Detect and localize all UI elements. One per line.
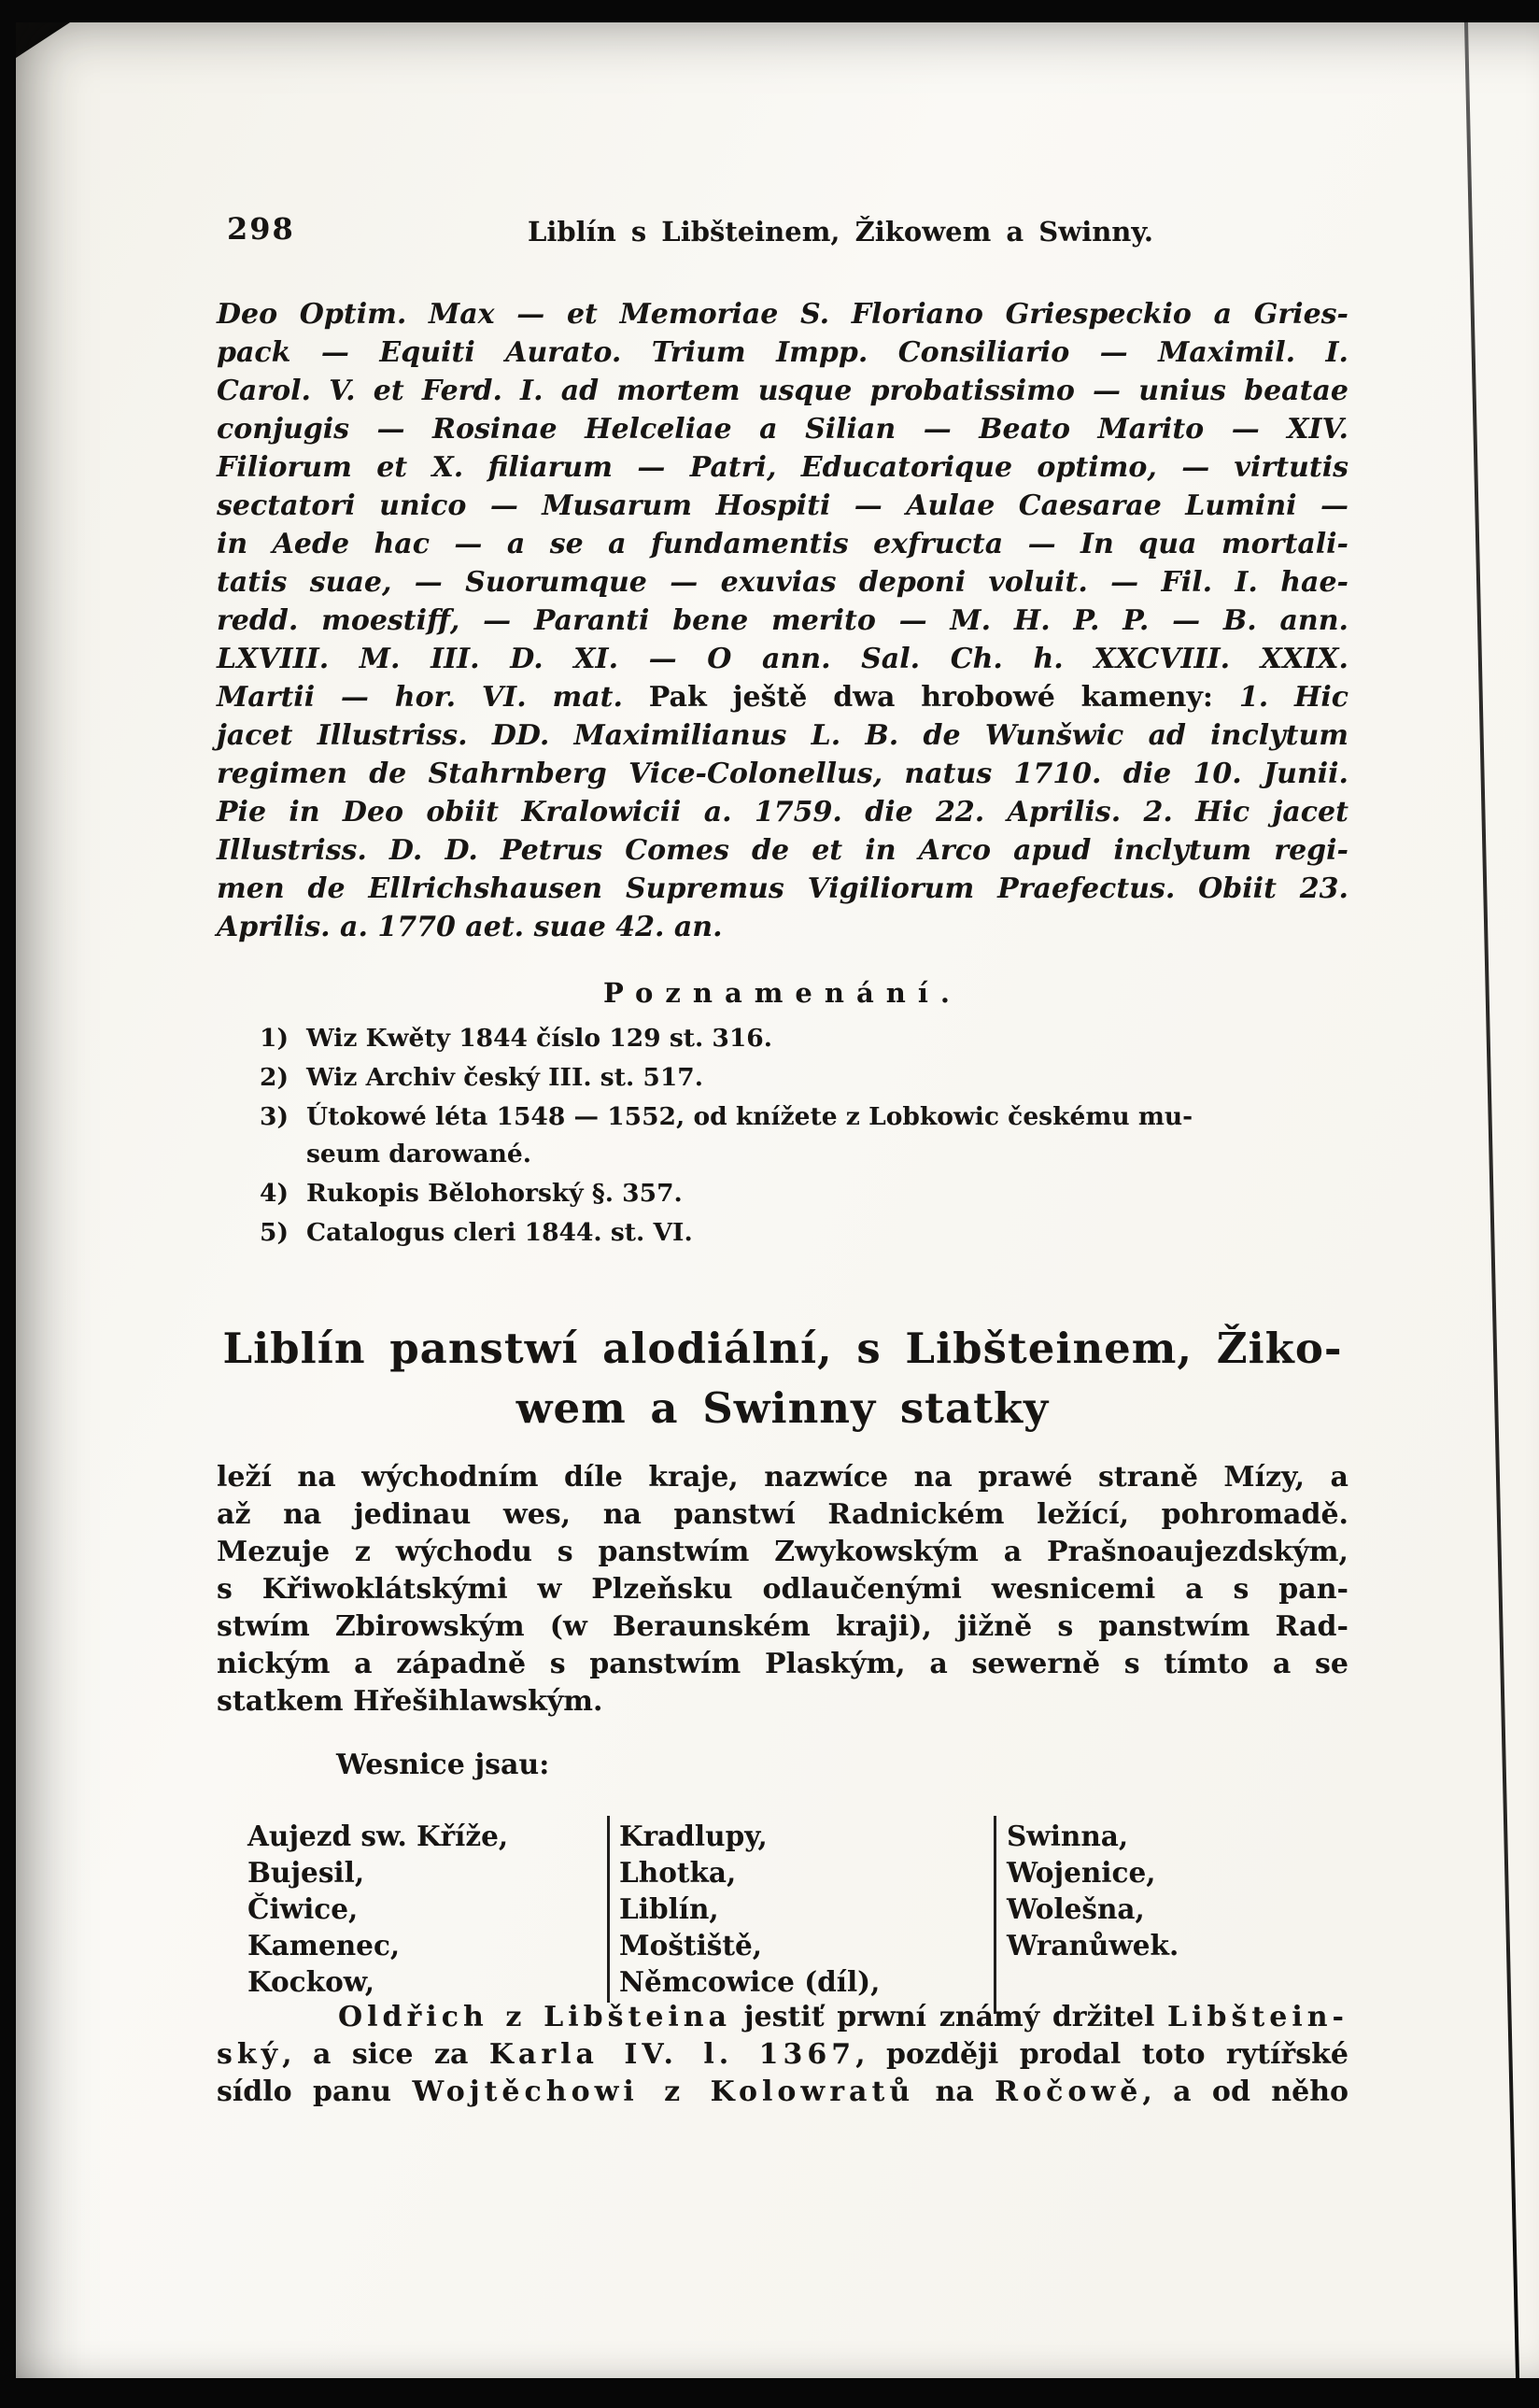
text-line (217, 372, 1348, 410)
list-item: Aujezd sw. Kříže, (247, 1820, 509, 1852)
text-line: Rukopis Bělohorský §. 357. (306, 1179, 683, 1208)
text-segment: Ročowě (995, 2075, 1143, 2108)
section-heading (217, 1319, 1348, 1438)
text-line (217, 908, 1348, 946)
text-segment: na (914, 2075, 995, 2108)
text-line (217, 831, 1348, 870)
text-line (217, 448, 1348, 487)
text-segment: redd. moestiff, — Paranti bene merito — M. H. P. P. — B. ann. (217, 604, 1348, 637)
text-line (217, 1571, 1348, 1608)
text-segment: conjugis — Rosinae Helceliae a Silian — Beato Marito — XIV. (217, 413, 1348, 446)
scan-corner-shadow (16, 22, 70, 58)
note-number: 2) (260, 1063, 289, 1092)
list-item: Wolešna, (1007, 1892, 1145, 1925)
page-number: 298 (227, 211, 295, 247)
text-segment: in Aede hac — a se a fundamentis exfructa — In qua mortali- (217, 528, 1348, 560)
list-item: Moštiště, (619, 1929, 763, 1962)
text-segment: tatis suae, — Suorumque — exuvias deponi voluit. — Fil. I. hae- (217, 566, 1348, 599)
note-item (260, 1059, 1352, 1097)
notes-heading: Poznamenání. (603, 977, 962, 1009)
list-item: Čiwice, (247, 1892, 359, 1925)
text-line: Wiz Archiv český III. st. 517. (306, 1063, 703, 1092)
text-segment: , později prodal toto rytířské (855, 2038, 1348, 2071)
note-item (260, 1175, 1352, 1212)
column-divider-2 (994, 1816, 996, 2014)
text-segment: Karla IV. l. 1367 (488, 2038, 856, 2071)
text-line (217, 793, 1348, 831)
note-number: 4) (260, 1179, 289, 1208)
note-number: 3) (260, 1102, 289, 1131)
text-segment: Pak ještě dwa hrobowé kameny: (648, 681, 1239, 714)
text-segment: až na jedinau wes, na panstwí Radnickém ležící, pohromadě. (217, 1498, 1348, 1531)
text-line (217, 1646, 1348, 1683)
village-column-2 (619, 1818, 974, 2000)
text-line: Wiz Kwěty 1844 číslo 129 st. 316. (306, 1024, 772, 1053)
text-line (217, 1379, 1348, 1438)
text-line (217, 1608, 1348, 1646)
scan-border-left (0, 0, 16, 2408)
text-line (217, 2036, 1348, 2074)
text-line: seum darowané. (306, 1140, 531, 1169)
list-item: Němcowice (díl), (619, 1965, 881, 1998)
text-segment: 1. Hic (1238, 681, 1348, 714)
text-line (217, 1683, 1348, 1721)
text-segment: jestiť prwní známý držitel (731, 2001, 1168, 2033)
text-line (217, 678, 1348, 716)
note-text (306, 1175, 1352, 1212)
text-line (217, 410, 1348, 448)
note-text (306, 1214, 1352, 1252)
text-line (217, 1534, 1348, 1571)
text-line (217, 525, 1348, 563)
running-title: Liblín s Libšteinem, Žikowem a Swinny. (527, 216, 1154, 248)
note-text (306, 1059, 1352, 1097)
text-line (217, 640, 1348, 678)
text-line (217, 1319, 1348, 1379)
text-segment: Aprilis. a. 1770 aet. suae 42. an. (217, 911, 723, 943)
text-segment: leží na wýchodním díle kraje, nazwíce na prawé straně Mízy, a (217, 1461, 1348, 1494)
list-item: Lhotka, (619, 1856, 737, 1889)
list-item: Wranůwek. (1007, 1929, 1179, 1962)
text-line: Útokowé léta 1548 — 1552, od knížete z Lobkowic českému mu- (306, 1102, 1193, 1131)
village-column-1 (247, 1818, 593, 2000)
text-line (217, 755, 1348, 793)
text-segment: , a sice za (282, 2038, 489, 2071)
text-segment: regimen de Stahrnberg Vice-Colonellus, natus 1710. die 10. Junii. (217, 758, 1348, 790)
list-item: Liblín, (619, 1892, 719, 1925)
text-segment: Deo Optim. Max — et Memoriae S. Floriano Griespeckio a Gries- (217, 298, 1348, 331)
text-segment: nickým a západně s panstwím Plaským, a sewerně s tímto a se (217, 1648, 1348, 1680)
text-segment: sídlo panu (217, 2075, 413, 2108)
text-line (217, 870, 1348, 908)
text-segment: wem a Swinny statky (515, 1383, 1050, 1433)
text-segment: ský (217, 2038, 283, 2071)
village-column-3 (1007, 1818, 1315, 1963)
list-item: Kamenec, (247, 1929, 401, 1962)
text-segment: Pie in Deo obiit Kralowicii a. 1759. die 22. Aprilis. 2. Hic jacet (217, 796, 1348, 829)
text-line (217, 295, 1348, 333)
text-segment: Martii — hor. VI. mat. (217, 681, 649, 714)
column-divider-1 (607, 1816, 610, 2003)
list-item: Kradlupy, (619, 1820, 768, 1852)
text-line (217, 2074, 1348, 2111)
closing-paragraph (217, 1999, 1348, 2111)
text-line (217, 602, 1348, 640)
text-line (217, 563, 1348, 602)
text-segment: Filiorum et X. filiarum — Patri, Educatorique optimo, — virtutis (217, 451, 1348, 484)
notes-list (260, 1020, 1352, 1254)
note-text (306, 1020, 1352, 1057)
text-segment: Wojtěchowi z Kolowratů (412, 2075, 915, 2108)
text-segment: , a od něho (1142, 2075, 1349, 2108)
note-number: 1) (260, 1024, 289, 1053)
note-item (260, 1098, 1352, 1173)
list-item: Swinna, (1007, 1820, 1129, 1852)
latin-epitaph-paragraph (217, 295, 1348, 946)
scan-border-bottom (0, 2378, 1539, 2408)
note-text (306, 1098, 1352, 1173)
text-line (217, 1459, 1348, 1496)
text-segment: Oldřich z Libšteina (338, 2001, 732, 2033)
list-item: Bujesil, (247, 1856, 365, 1889)
text-segment: Liblín panstwí alodiální, s Libšteinem, Žiko- (222, 1324, 1343, 1373)
page-crease-line (1464, 22, 1519, 2381)
text-line: Catalogus cleri 1844. st. VI. (306, 1218, 693, 1247)
text-segment: stwím Zbirowským (w Beraunském kraji), jižně s panstwím Rad- (217, 1610, 1348, 1643)
note-item (260, 1214, 1352, 1252)
list-item: Wojenice, (1007, 1856, 1156, 1889)
text-line (217, 333, 1348, 372)
scan-border-top (0, 0, 1539, 22)
villages-label: Wesnice jsau: (336, 1749, 550, 1781)
text-line (217, 716, 1348, 755)
text-line (217, 487, 1348, 525)
section-body-paragraph (217, 1459, 1348, 1721)
text-segment: men de Ellrichshausen Supremus Vigiliorum Praefectus. Obiit 23. (217, 872, 1348, 905)
text-line (217, 1496, 1348, 1534)
text-segment: Carol. V. et Ferd. I. ad mortem usque probatissimo — unius beatae (217, 375, 1348, 407)
text-segment: statkem Hřešihlawským. (217, 1685, 603, 1718)
text-segment: jacet Illustriss. DD. Maximilianus L. B. de Wunšwic ad inclytum (217, 719, 1348, 752)
text-line (217, 1999, 1348, 2036)
note-number: 5) (260, 1218, 289, 1247)
text-segment: pack — Equiti Aurato. Trium Impp. Consiliario — Maximil. I. (217, 336, 1348, 369)
note-item (260, 1020, 1352, 1057)
text-segment: s Křiwoklátskými w Plzeňsku odlaučenými wesnicemi a s pan- (217, 1573, 1348, 1606)
text-segment: LXVIII. M. III. D. XI. — O ann. Sal. Ch. h. XXCVIII. XXIX. (217, 643, 1348, 675)
text-segment: Illustriss. D. D. Petrus Comes de et in Arco apud inclytum regi- (217, 834, 1348, 867)
text-segment: Libštein- (1167, 2001, 1348, 2033)
list-item: Kockow, (247, 1965, 375, 1998)
text-segment: Mezuje z wýchodu s panstwím Zwykowským a Prašnoaujezdským, (217, 1536, 1348, 1568)
text-segment: sectatori unico — Musarum Hospiti — Aulae Caesarae Lumini — (217, 489, 1348, 522)
